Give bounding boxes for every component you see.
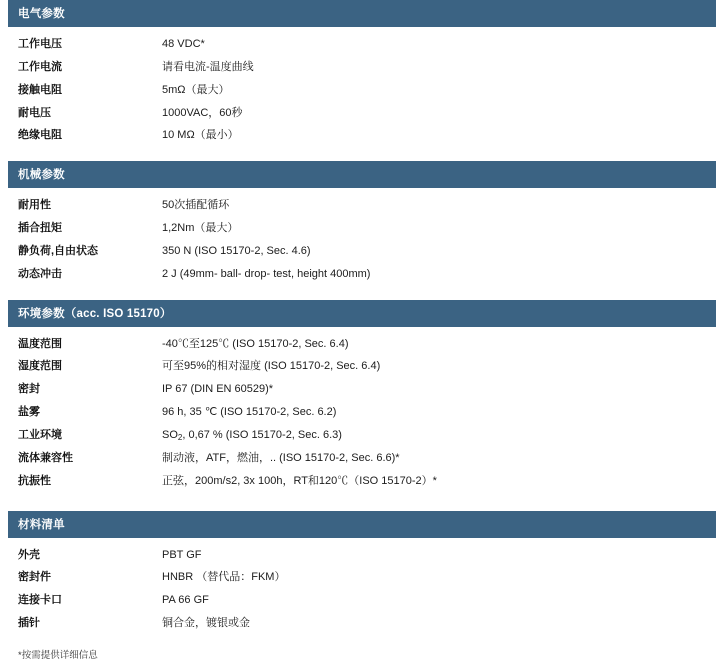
spec-value: 10 MΩ（最小） [162,129,239,142]
spec-label: 耐用性 [18,199,51,212]
section-mechanical [0,161,724,285]
spec-value: 48 VDC* [162,38,205,50]
spec-row [8,424,716,447]
spec-row [8,79,716,102]
spec-row [8,263,716,286]
section-rows-environmental [8,327,716,493]
spec-value: 5mΩ（最大） [162,83,230,96]
spec-row [8,102,716,125]
spec-row [8,194,716,217]
spec-value: $SO_2$, 0,67 % (ISO 15170-2, Sec. 6.3) [162,428,342,442]
spec-label: 工作电压 [18,38,62,50]
spec-value: 96 h, 35 ℃ (ISO 15170-2, Sec. 6.2) [162,406,337,419]
spec-value: 2 J (49mm- ball- drop- test, height 400mm) [162,267,371,280]
spec-row [8,33,716,56]
spec-label: 抗振性 [18,474,51,487]
spec-label: 湿度范围 [18,360,62,373]
spec-value: -40℃至125℃ (ISO 15170-2, Sec. 6.4) [162,337,349,350]
spec-label: 盐雾 [18,406,40,419]
spec-value: HNBR （替代品：FKM） [162,571,286,584]
spec-label: 绝缘电阻 [18,129,62,142]
section-spacer [0,286,724,300]
spec-row [8,240,716,263]
footnote: *按需提供详细信息 [18,649,98,661]
spec-row [8,378,716,401]
spec-label: 外壳 [18,548,40,561]
section-header-environmental: 环境参数（acc. ISO 15170） [8,300,716,327]
spec-row [8,447,716,470]
spec-value: 正弦，200m/s2, 3x 100h，RT和120℃（ISO 15170-2）* [162,474,437,487]
spec-label: 动态冲击 [18,267,62,280]
section-rows-mechanical [8,188,716,285]
section-rows-materials [8,538,716,635]
spec-label: 流体兼容性 [18,451,73,464]
section-rows-electrical [8,27,716,147]
spec-label: 接触电阻 [18,83,62,96]
spec-value: IP 67 (DIN EN 60529)* [162,383,274,396]
spec-row [8,355,716,378]
spec-row [8,124,716,147]
spec-row [8,333,716,356]
section-header-electrical: 电气参数 [8,0,716,27]
spec-row [8,544,716,567]
spec-label: 工业环境 [18,428,62,441]
spec-label: 插合扭矩 [18,222,62,235]
spec-value: PBT GF [162,548,202,561]
footnote-spacer [0,635,724,643]
spec-value: 1,2Nm（最大） [162,222,239,235]
spec-value: 50次插配循环 [162,199,230,212]
section-header-materials: 材料清单 [8,511,716,538]
section-materials [0,511,724,635]
spec-value: 1000VAC，60秒 [162,106,243,119]
spec-row [8,589,716,612]
section-environmental [0,300,724,493]
spec-row [8,56,716,79]
section-header-mechanical: 机械参数 [8,161,716,188]
spec-value: PA 66 GF [162,594,209,607]
spec-value: 制动液，ATF，燃油，.. (ISO 15170-2, Sec. 6.6)* [162,451,400,464]
spec-row [8,401,716,424]
section-spacer [0,493,724,511]
spec-label: 密封 [18,383,40,396]
spec-label: 温度范围 [18,337,62,350]
spec-row [8,566,716,589]
spec-label: 工作电流 [18,60,62,73]
spec-value: 请看电流-温度曲线 [162,60,254,73]
spec-label: 耐电压 [18,106,51,119]
spec-value: 铜合金，镀银或金 [162,617,250,630]
section-electrical [0,0,724,147]
spec-label: 插针 [18,617,40,630]
spec-label: 静负荷,自由状态 [18,244,99,257]
section-spacer [0,147,724,161]
spec-value: 可至95%的相对湿度 (ISO 15170-2, Sec. 6.4) [162,360,381,373]
spec-row [8,470,716,493]
spec-label: 密封件 [18,571,51,584]
spec-row [8,612,716,635]
spec-value: 350 N (ISO 15170-2, Sec. 4.6) [162,244,311,257]
spec-row [8,217,716,240]
spec-label: 连接卡口 [18,594,62,607]
